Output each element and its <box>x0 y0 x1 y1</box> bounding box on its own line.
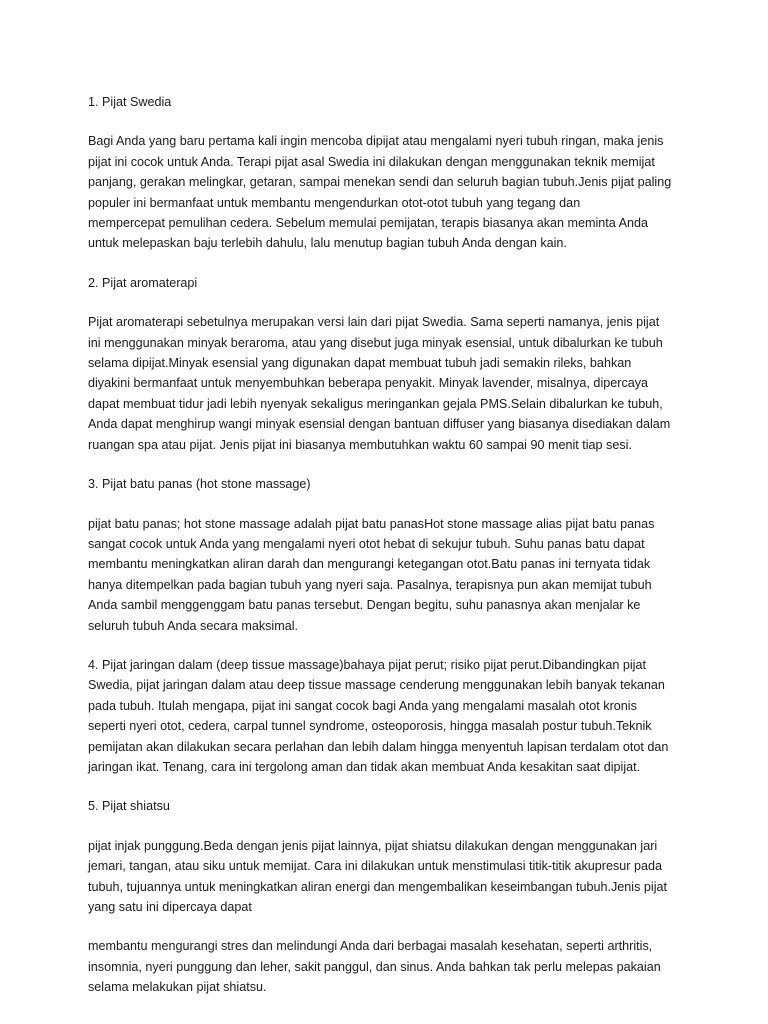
section-paragraph <box>88 836 688 918</box>
section-paragraph <box>88 131 688 253</box>
section-heading: 3. Pijat batu panas (hot stone massage) <box>88 477 311 492</box>
paragraph-line: ini menggunakan minyak beraroma, atau yang disebut juga minyak esensial, untuk dibalurkan ke tubuh <box>88 335 663 350</box>
paragraph-line: jemari, tangan, atau siku untuk memijat. Cara ini dilakukan untuk menstimulasi titik-titik akupresur pada <box>88 859 662 874</box>
section-paragraph <box>88 655 688 777</box>
paragraph-line: seperti nyeri otot, cedera, carpal tunnel syndrome, osteoporosis, hingga masalah postur tubuh.Teknik <box>88 719 652 734</box>
paragraph-line: untuk melepaskan baju terlebih dahulu, lalu menutup bagian tubuh Anda dengan kain. <box>88 236 567 251</box>
paragraph-line: diyakini bermanfaat untuk menyembuhkan beberapa penyakit. Minyak lavender, misalnya, dipercaya <box>88 376 649 391</box>
paragraph-line: Anda dapat menghirup wangi minyak esensial dengan bantuan diffuser yang biasanya disediakan dalam <box>88 417 671 432</box>
paragraph-line: sangat cocok untuk Anda yang mengalami nyeri otot hebat di sekujur tubuh. Suhu panas batu dapat <box>88 536 645 551</box>
paragraph-line: membantu mengurangi stres dan melindungi Anda dari berbagai masalah kesehatan, seperti arthritis, <box>88 939 653 954</box>
paragraph-line: hanya ditempelkan pada bagian tubuh yang nyeri saja. Pasalnya, terapisnya pun akan memijat tubuh <box>88 577 652 592</box>
paragraph-line: yang satu ini dipercaya dapat <box>88 900 252 914</box>
paragraph-line: Pijat aromaterapi sebetulnya merupakan versi lain dari pijat Swedia. Sama seperti namanya, jenis pijat <box>88 315 660 330</box>
paragraph-line: Anda sambil menggenggam batu panas tersebut. Dengan begitu, suhu panasnya akan menjalar ke <box>88 598 641 613</box>
paragraph-line: ruangan spa atau pijat. Jenis pijat ini biasanya membutuhkan waktu 60 sampai 90 menit tiap sesi. <box>88 437 632 452</box>
section-paragraph <box>88 312 688 455</box>
paragraph-line: seluruh tubuh Anda secara maksimal. <box>88 618 299 633</box>
paragraph-line: pijat batu panas; hot stone massage adalah pijat batu panasHot stone massage alias pijat batu panas <box>88 516 655 531</box>
paragraph-line: panjang, gerakan melingkar, getaran, sampai menekan sendi dan seluruh bagian tubuh.Jenis pijat paling <box>88 175 672 190</box>
paragraph-line: selama dipijat.Minyak esensial yang digunakan dapat membuat tubuh jadi semakin rileks, bahkan <box>88 356 632 371</box>
paragraph-line: pijat ini cocok untuk Anda. Terapi pijat asal Swedia ini dilakukan dengan menggunakan teknik memijat <box>88 154 655 169</box>
paragraph-line: mempercepat pemulihan cedera. Sebelum memulai pemijatan, terapis biasanya akan meminta Anda <box>88 216 649 231</box>
paragraph-line: pemijatan akan dilakukan secara perlahan dan lebih dalam hingga menyentuh lapisan terdalam otot dan <box>88 739 669 754</box>
paragraph-line: jaringan ikat. Tenang, cara ini tergolong aman dan tidak akan membuat Anda kesakitan saat dipijat. <box>88 759 641 774</box>
section-heading: 1. Pijat Swedia <box>88 95 172 109</box>
paragraph-line: populer ini bermanfaat untuk membantu mengendurkan otot-otot tubuh yang tegang dan <box>88 195 581 210</box>
section-paragraph <box>88 936 688 997</box>
paragraph-line: pijat injak punggung.Beda dengan jenis pijat lainnya, pijat shiatsu dilakukan dengan menggunakan jari <box>88 838 658 853</box>
section-heading: 5. Pijat shiatsu <box>88 799 170 814</box>
document-page <box>88 92 688 1017</box>
paragraph-line: dapat membuat tidur jadi lebih nyenyak sekaligus meringankan gejala PMS.Selain dibalurkan ke tubuh, <box>88 396 663 411</box>
section-heading: 2. Pijat aromaterapi <box>88 275 198 290</box>
paragraph-line: insomnia, nyeri punggung dan leher, sakit panggul, dan sinus. Anda bahkan tak perlu melepas pakaian <box>88 959 661 974</box>
paragraph-line: Swedia, pijat jaringan dalam atau deep tissue massage cenderung menggunakan lebih banyak tekanan <box>88 678 665 693</box>
paragraph-line: pada tubuh. Itulah mengapa, pijat ini sangat cocok bagi Anda yang mengalami masalah otot kronis <box>88 698 637 713</box>
paragraph-line: Bagi Anda yang baru pertama kali ingin mencoba dipijat atau mengalami nyeri tubuh ringan, maka jenis <box>88 134 664 149</box>
paragraph-line: 4. Pijat jaringan dalam (deep tissue massage)bahaya pijat perut; risiko pijat perut.Dibandingkan pijat <box>88 657 646 672</box>
paragraph-line: selama melakukan pijat shiatsu. <box>88 980 267 995</box>
paragraph-line: membantu meningkatkan aliran darah dan mengurangi ketegangan otot.Batu panas ini ternyata tidak <box>88 557 651 572</box>
paragraph-line: tubuh, tujuannya untuk meningkatkan aliran energi dan mengembalikan keseimbangan tubuh.Jenis pijat <box>88 879 667 894</box>
section-paragraph <box>88 514 688 636</box>
